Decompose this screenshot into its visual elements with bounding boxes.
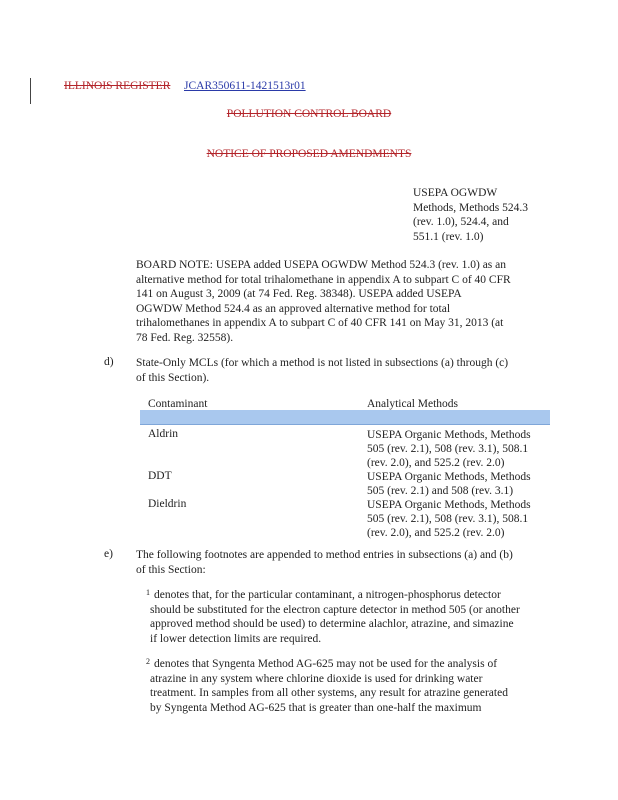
board-note-line: 78 Fed. Reg. 32558). [136, 331, 234, 344]
section-d-line: of this Section). [136, 371, 210, 384]
method-line: 505 (rev. 2.1), 508 (rev. 3.1), 508.1 [367, 513, 529, 525]
register-header-deleted: ILLINOIS REGISTER [64, 80, 171, 92]
footnote-line: if lower detection limits are required. [150, 632, 322, 645]
reference-line: (rev. 1.0), 524.4, and [413, 216, 509, 228]
footnote-line: atrazine in any system where chlorine dioxide is used for drinking water [150, 672, 483, 685]
board-note-line: trihalomethanes in appendix A to subpart C of 40 CFR 141 on May 31, 2013 (at [136, 317, 504, 329]
board-heading-deleted: POLLUTION CONTROL BOARD [226, 108, 392, 120]
board-note [136, 258, 556, 345]
reference-line: USEPA OGWDW [413, 187, 498, 199]
method-line: USEPA Organic Methods, Methods [367, 429, 531, 441]
method-cell [367, 498, 547, 540]
method-line: 505 (rev. 2.1) and 508 (rev. 3.1) [367, 485, 514, 497]
section-d-label: d) [104, 356, 114, 368]
footnote-line [146, 588, 546, 603]
section-e-text [136, 548, 548, 577]
table-header-methods: Analytical Methods [367, 398, 459, 410]
section-d-line: State-Only MCLs (for which a method is not listed in subsections (a) through (c) [136, 357, 509, 369]
notice-heading-deleted: NOTICE OF PROPOSED AMENDMENTS [206, 148, 412, 160]
section-e-line: The following footnotes are appended to method entries in subsections (a) and (b) [136, 549, 513, 561]
method-line: USEPA Organic Methods, Methods [367, 471, 531, 483]
method-line: USEPA Organic Methods, Methods [367, 499, 531, 511]
register-header-inserted: JCAR350611-1421513r01 [184, 80, 306, 92]
method-reference [413, 186, 583, 244]
method-line: 505 (rev. 2.1), 508 (rev. 3.1), 508.1 [367, 443, 529, 455]
board-note-line: alternative method for total trihalomethane in appendix A to subpart C of 40 CFR [136, 273, 511, 286]
table-header-contaminant: Contaminant [148, 398, 208, 410]
contaminant-name: Aldrin [148, 428, 179, 440]
section-d-text [136, 356, 548, 385]
section-e-label: e) [104, 548, 113, 560]
margin-change-bar [30, 78, 31, 104]
board-note-line: BOARD NOTE: USEPA added USEPA OGWDW Method 524.3 (rev. 1.0) as an [136, 259, 507, 271]
footnote-text: denotes that Syngenta Method AG-625 may not be used for the analysis of [154, 658, 498, 670]
footnote-1 [146, 588, 546, 646]
footnote-mark: 2 [146, 657, 150, 666]
reference-line: Methods, Methods 524.3 [413, 201, 528, 214]
board-note-line: OGWDW Method 524.4 as an approved alternative method for total [136, 302, 451, 315]
method-line: (rev. 2.0), and 525.2 (rev. 2.0) [367, 457, 505, 469]
method-cell [367, 470, 547, 498]
footnote-text: denotes that, for the particular contaminant, a nitrogen-phosphorus detector [154, 589, 501, 601]
footnote-mark: 1 [146, 588, 150, 597]
method-cell [367, 428, 547, 470]
footnote-line [146, 657, 546, 672]
contaminant-name: DDT [148, 470, 172, 482]
footnote-2 [146, 657, 546, 715]
footnote-line: treatment. In samples from all other systems, any result for atrazine generated [150, 687, 508, 699]
board-note-line: 141 on August 3, 2009 (at 74 Fed. Reg. 38348). USEPA added USEPA [136, 288, 462, 300]
footnote-line: approved method should be used) to determine alachlor, atrazine, and simazine [150, 618, 514, 630]
reference-line: 551.1 (rev. 1.0) [413, 230, 484, 243]
contaminant-name: Dieldrin [148, 498, 187, 510]
method-line: (rev. 2.0), and 525.2 (rev. 2.0) [367, 527, 505, 539]
footnote-line: should be substituted for the electron capture detector in method 505 (or another [150, 603, 520, 616]
footnote-line: by Syngenta Method AG-625 that is greater than one-half the maximum [150, 701, 482, 714]
section-e-line: of this Section: [136, 563, 206, 576]
table-header-band [140, 410, 550, 425]
